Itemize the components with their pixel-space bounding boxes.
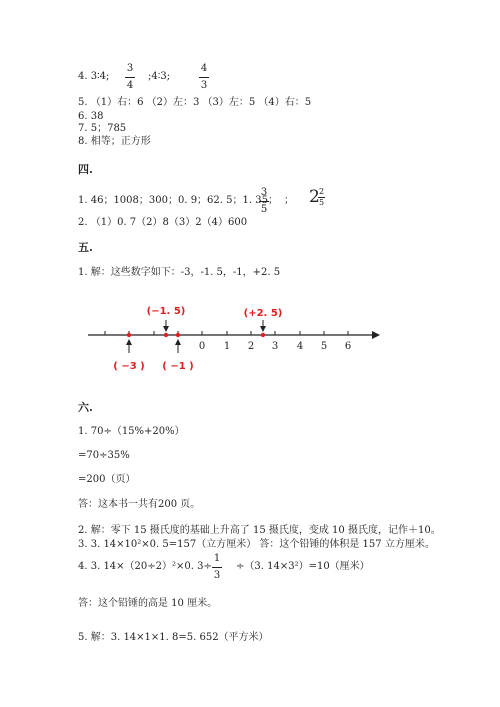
tick-label-3: 3 (271, 341, 279, 352)
label-minus-1-5: (−1. 5) (146, 306, 186, 317)
section-6-line-4: 答：这本书一共有200 页。 (78, 499, 201, 510)
point-minus-1 (176, 333, 180, 337)
tick-label-5: 5 (320, 341, 328, 352)
tick-label-4: 4 (296, 341, 304, 352)
section-6-line-7: 4. 3. 14×（20÷2）²×0. 3÷ (78, 561, 212, 572)
answer-line-4-mid: ;4∶3; (148, 71, 171, 82)
fraction-denominator: 5 (319, 198, 325, 207)
point-minus-3 (127, 333, 131, 337)
fraction-denominator: 5 (260, 204, 268, 215)
answer-line-7: 7. 5；785 (78, 123, 127, 134)
fraction-bar (199, 77, 209, 78)
fraction-numerator: 2 (319, 187, 325, 196)
fraction-3-4 (125, 64, 135, 91)
point-plus-2-5 (261, 333, 265, 337)
fraction-denominator: 4 (126, 80, 134, 91)
section-4-heading: 四. (78, 163, 93, 176)
section-6-line-2: =70÷35% (78, 450, 130, 461)
mixed-number-fraction (318, 188, 325, 207)
section-6-heading: 六. (78, 401, 93, 414)
fraction-bar (125, 77, 135, 78)
mixed-number-whole: 2 (309, 187, 320, 207)
fraction-numerator: 3 (260, 187, 268, 198)
section-6-line-9: 5. 解：3. 14×1×1. 8=5. 652（平方米） (78, 632, 269, 643)
answer-line-8: 8. 相等；正方形 (78, 136, 151, 147)
tick-label-6: 6 (344, 341, 352, 352)
fraction-bar (259, 201, 269, 202)
fraction-denominator: 3 (200, 80, 208, 91)
section-6-line-7-suffix: ÷（3. 14×3²）=10（厘米） (236, 561, 370, 572)
fraction-numerator: 1 (213, 553, 221, 564)
section-5-heading: 五. (78, 241, 93, 254)
tick-label-0: 0 (198, 341, 206, 352)
section-6-line-1: 1. 70÷（15%+20%） (78, 426, 185, 437)
tick-label-1: 1 (223, 341, 231, 352)
fraction-numerator: 3 (126, 63, 134, 74)
section-5-q1: 1. 解：这些数字如下：-3，-1. 5，-1，+2. 5 (78, 267, 281, 278)
fraction-bar (212, 567, 222, 568)
section-4-q1: 1. 46；1008；300；0. 9；62. 5；1. 35； (78, 195, 278, 206)
fraction-3-5 (259, 188, 269, 215)
section-4-q1-separator: ； (284, 195, 294, 206)
number-line-diagram (80, 298, 390, 380)
fraction-1-3 (212, 554, 222, 581)
point-minus-1-5 (164, 333, 168, 337)
fraction-4-3 (199, 64, 209, 91)
section-6-line-6: 3. 3. 14×10²×0. 5=157（立方厘米） 答：这个铅锤的体积是 157 立方厘米。 (78, 539, 435, 550)
label-plus-2-5: (+2. 5) (243, 308, 283, 319)
label-minus-1: ( −1 ) (162, 361, 194, 372)
section-6-line-5: 2. 解：零下 15 摄氏度的基础上升高了 15 摄氏度，变成 10 摄氏度，记作＋10。 (78, 525, 441, 536)
section-4-q2: 2. （1）0. 7（2）8（3）2（4）600 (78, 217, 248, 228)
axis-arrowhead (372, 331, 380, 339)
label-minus-3: ( −3 ) (113, 361, 145, 372)
answer-line-5: 5. （1）右：6 （2）左：3 （3）左：5 （4）右：5 (78, 97, 312, 108)
fraction-denominator: 3 (213, 570, 221, 581)
section-6-line-3: =200（页） (78, 474, 136, 485)
tick-label-2: 2 (247, 341, 255, 352)
answer-line-4: 4. 3∶4; (78, 71, 110, 82)
answer-line-6: 6. 38 (78, 111, 104, 122)
section-6-line-8: 答：这个铅锤的高是 10 厘米。 (78, 598, 218, 609)
fraction-numerator: 4 (200, 63, 208, 74)
